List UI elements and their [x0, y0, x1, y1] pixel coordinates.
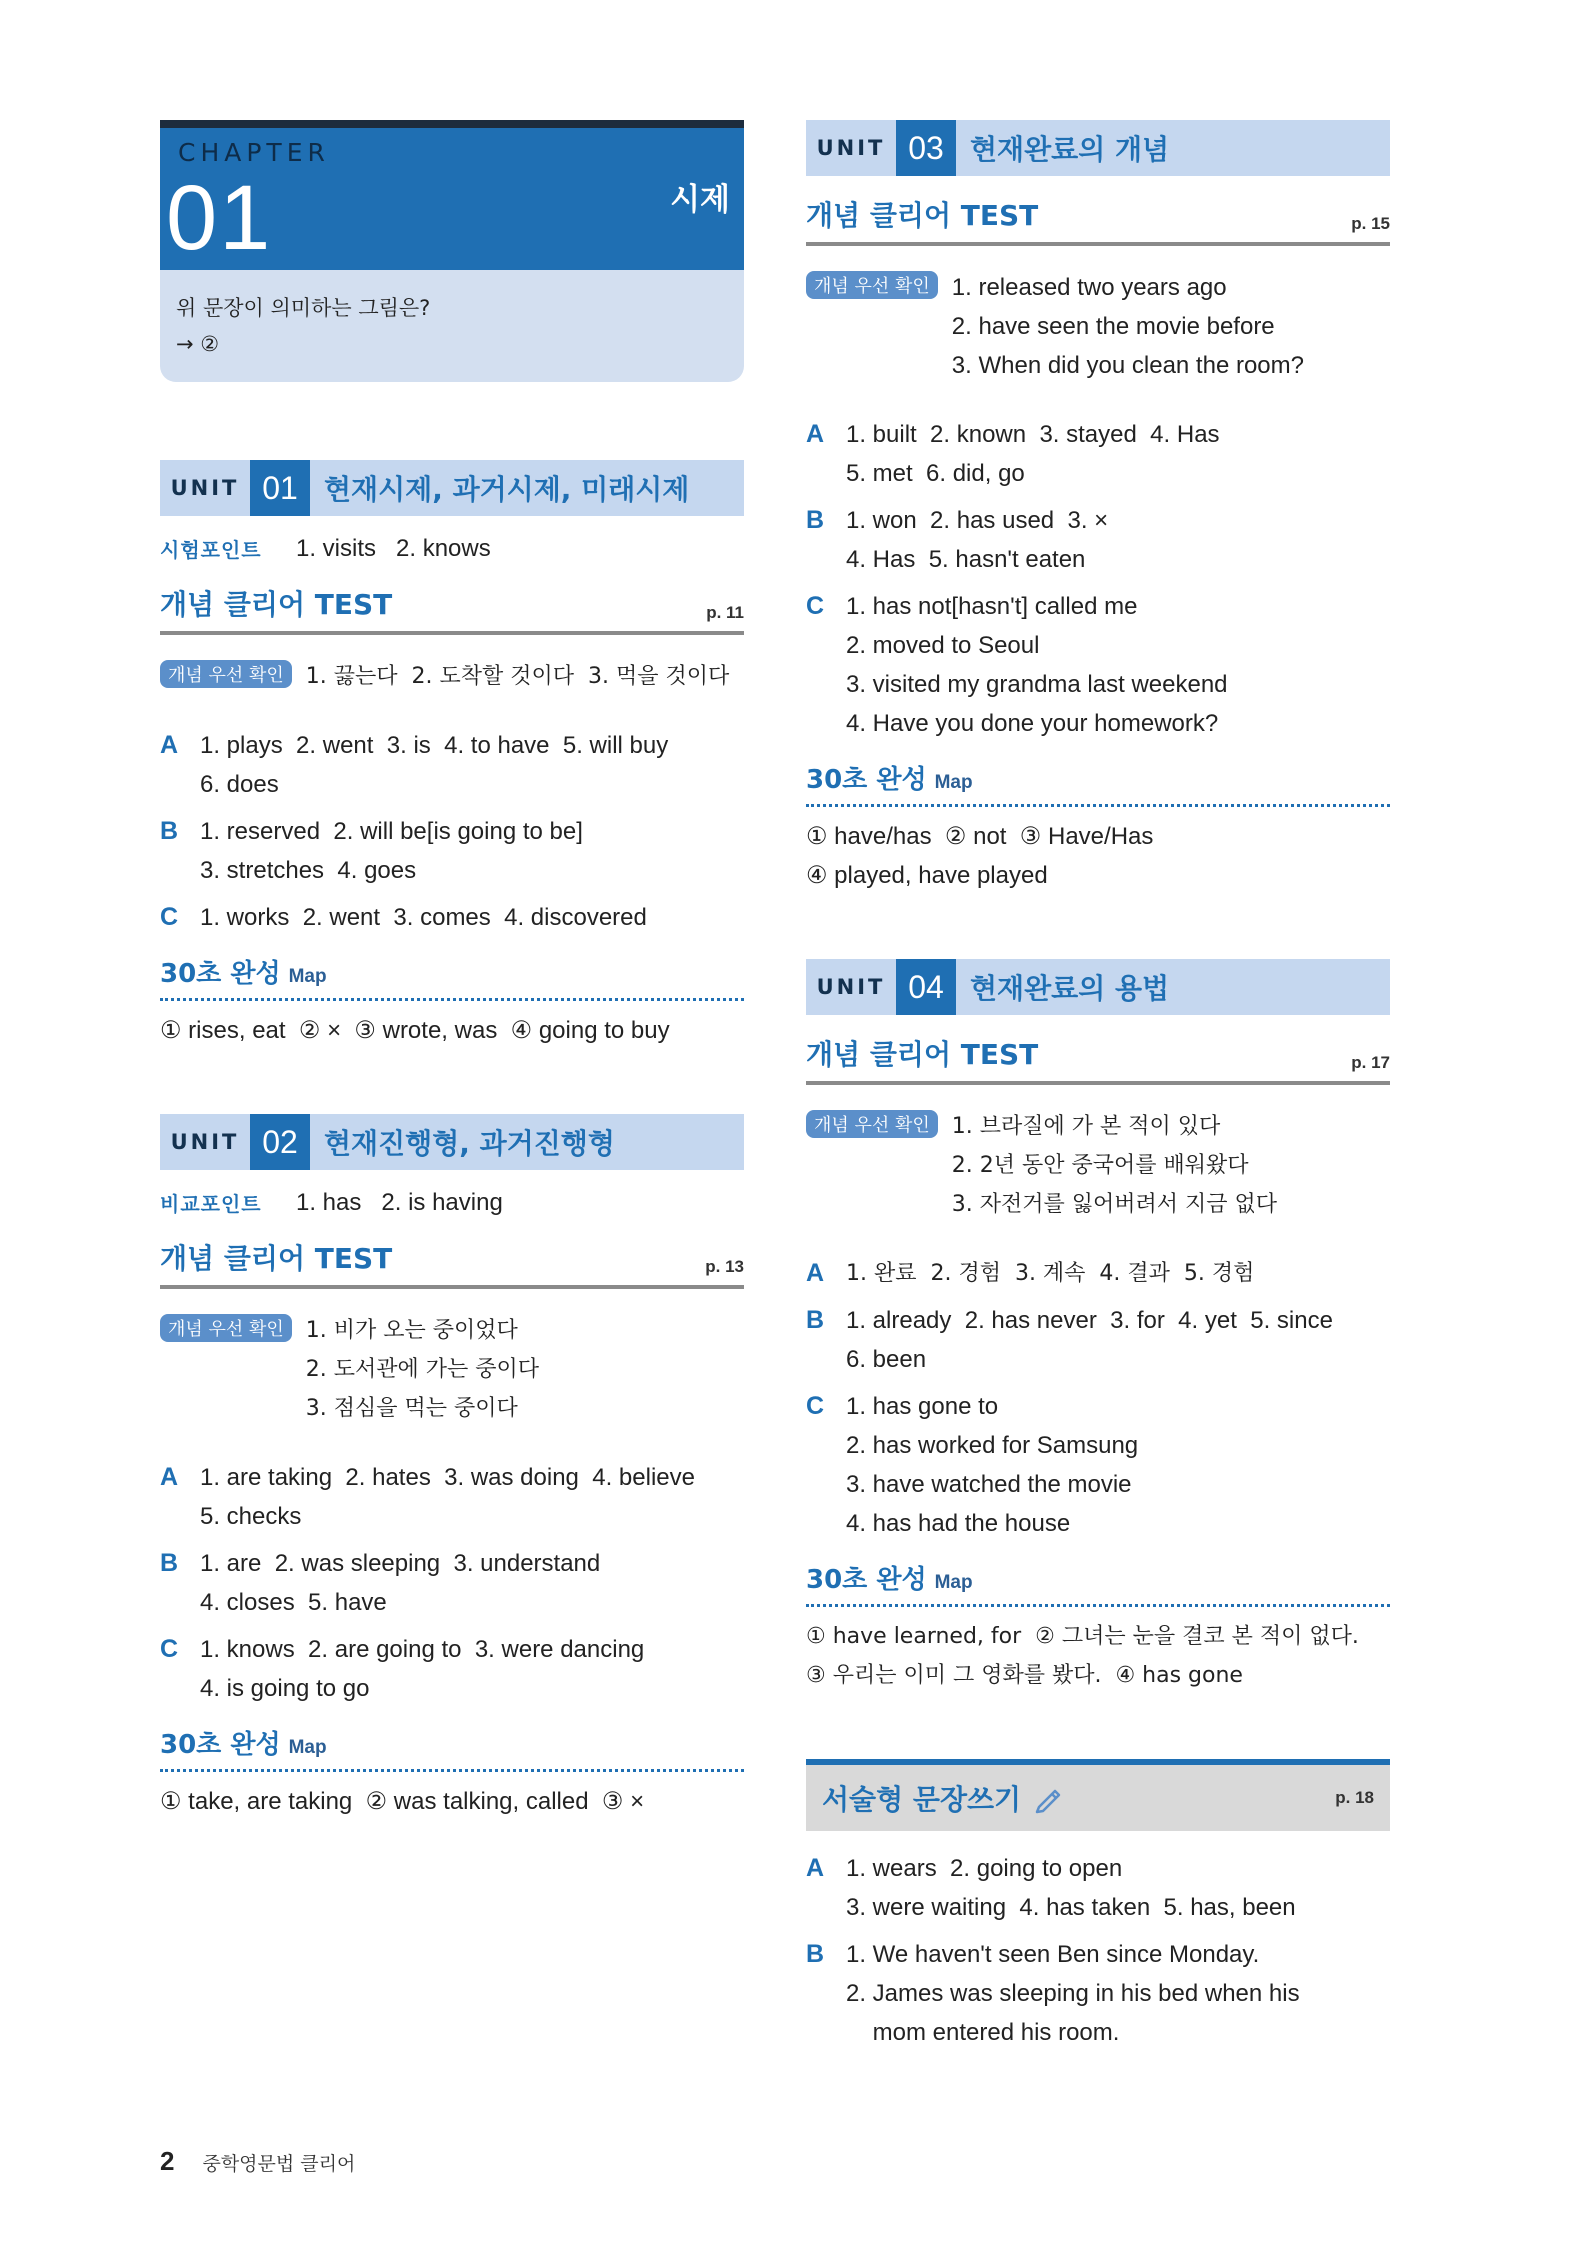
answer-lines [846, 587, 1228, 743]
answer-line: 1. wears 2. going to open [846, 1855, 1123, 1882]
map-line: ① have/has ② not ③ Have/Has [806, 823, 1154, 850]
map-answers [806, 817, 1390, 895]
concept-check-answers [952, 1107, 1277, 1224]
concept-check [806, 1107, 1390, 1224]
answer-line: 1. are taking 2. hates 3. was doing 4. believe [200, 1464, 695, 1491]
map-word: Map [934, 1572, 973, 1593]
test-title: 개념 클리어 TEST [160, 1242, 393, 1275]
answer-line: 1. We haven't seen Ben since Monday. [846, 1941, 1260, 1968]
chapter-label: CHAPTER [178, 138, 330, 167]
answer-letter: B [806, 506, 825, 534]
answer-c [806, 1387, 1390, 1543]
map-header [806, 759, 1390, 807]
answer-letter: B [160, 1549, 179, 1577]
answer-lines [200, 812, 583, 890]
test-title: 개념 클리어 TEST [806, 199, 1039, 232]
map-answers [806, 1617, 1390, 1695]
test-page: p. 17 [1351, 1053, 1390, 1072]
answer-line: 4. Have you done your homework? [846, 710, 1219, 737]
concept-check-answers [306, 1311, 539, 1428]
answer-letter: C [806, 1392, 825, 1420]
check-line: 1. 끓는다 2. 도착할 것이다 3. 먹을 것이다 [305, 664, 730, 689]
answer-lines [846, 1935, 1300, 2052]
answer-letter: C [806, 592, 825, 620]
answer-line: 1. plays 2. went 3. is 4. to have 5. will buy [200, 732, 669, 759]
concept-check [160, 1311, 744, 1428]
map-header [160, 1724, 744, 1772]
point-label: 시험포인트 [160, 538, 262, 562]
test-page: p. 15 [1351, 214, 1390, 233]
writing-answer-a [806, 1849, 1390, 1927]
answer-c [160, 1630, 744, 1708]
page-footer [160, 2146, 355, 2177]
unit-label: UNIT [806, 120, 896, 176]
unit-label: UNIT [160, 460, 250, 516]
answer-line: 1. won 2. has used 3. × [846, 507, 1109, 534]
answer-line: 3. were waiting 4. has taken 5. has, been [846, 1894, 1296, 1921]
answer-letter: B [806, 1306, 825, 1334]
answer-letter: B [160, 817, 179, 845]
check-line: 2. have seen the movie before [951, 313, 1275, 340]
map-word: Map [934, 772, 973, 793]
answer-lines [200, 1458, 695, 1536]
unit-title: 현재완료의 용법 [970, 972, 1170, 1005]
map-word: Map [288, 966, 327, 987]
answer-line: 1. already 2. has never 3. for 4. yet 5. since [846, 1307, 1333, 1334]
answer-letter: C [160, 903, 179, 931]
map-answers [160, 1011, 744, 1050]
answer-letter: A [806, 1854, 825, 1882]
unit-02-header [160, 1114, 744, 1170]
right-column [806, 120, 1390, 2060]
concept-check-answers [952, 268, 1304, 385]
answer-lines [200, 1630, 644, 1708]
check-line: 1. 비가 오는 중이었다 [305, 1318, 518, 1343]
answer-b [160, 1544, 744, 1622]
book-title: 중학영문법 클리어 [202, 2153, 356, 2175]
check-line: 2. 도서관에 가는 중이다 [305, 1357, 540, 1382]
answer-letter: B [806, 1940, 825, 1968]
point-label: 비교포인트 [160, 1192, 262, 1216]
unit-title: 현재시제, 과거시제, 미래시제 [324, 473, 690, 506]
check-line: 3. 자전거를 잃어버려서 지금 없다 [951, 1192, 1278, 1217]
compare-point [160, 1188, 744, 1217]
answer-line: 4. is going to go [200, 1675, 370, 1702]
answer-line: 1. 완료 2. 경험 3. 계속 4. 결과 5. 경험 [846, 1261, 1255, 1286]
answer-line: 1. works 2. went 3. comes 4. discovered [200, 904, 647, 931]
answer-line: 6. been [846, 1346, 927, 1373]
answer-b [160, 812, 744, 890]
unit-number: 03 [896, 120, 956, 176]
chapter-header [160, 120, 744, 270]
answer-line: 1. built 2. known 3. stayed 4. Has [846, 421, 1220, 448]
answer-line: 5. checks [200, 1503, 302, 1530]
check-line: 2. 2년 동안 중국어를 배워왔다 [951, 1153, 1249, 1178]
chapter-title: 시제 [670, 182, 730, 218]
answer-line: mom entered his room. [846, 2019, 1120, 2046]
point-answer: 1. visits 2. knows [296, 534, 491, 562]
unit-01-header [160, 460, 744, 516]
map-line: ① have learned, for ② 그녀는 눈을 결코 본 적이 없다. [806, 1624, 1359, 1649]
answer-lines [846, 501, 1108, 579]
concept-check-badge: 개념 우선 확인 [806, 1110, 938, 1138]
page-number: 2 [160, 2146, 175, 2176]
answer-line: 1. are 2. was sleeping 3. understand [200, 1550, 601, 1577]
concept-check-badge: 개념 우선 확인 [160, 1314, 292, 1342]
check-line: 3. When did you clean the room? [951, 352, 1304, 379]
answer-a [806, 415, 1390, 493]
test-page: p. 13 [705, 1257, 744, 1276]
unit-03-header [806, 120, 1390, 176]
check-line: 3. 점심을 먹는 중이다 [305, 1396, 518, 1421]
map-header [160, 953, 744, 1001]
test-header [160, 583, 744, 635]
test-header [160, 1237, 744, 1289]
unit-number: 02 [250, 1114, 310, 1170]
answer-line: 4. Has 5. hasn't eaten [846, 546, 1086, 573]
test-page: p. 11 [706, 603, 744, 622]
concept-check-badge: 개념 우선 확인 [806, 271, 938, 299]
exam-point [160, 534, 744, 563]
chapter-answer: → ② [176, 332, 220, 356]
point-answer: 1. has 2. is having [296, 1188, 503, 1216]
answer-a [160, 1458, 744, 1536]
writing-header [806, 1759, 1390, 1831]
answer-letter: A [160, 731, 179, 759]
map-answers [160, 1782, 744, 1821]
answer-line: 2. moved to Seoul [846, 632, 1040, 659]
map-line: ④ played, have played [806, 862, 1048, 889]
answer-line: 1. knows 2. are going to 3. were dancing [200, 1636, 645, 1663]
answer-line: 3. visited my grandma last weekend [846, 671, 1228, 698]
map-line: ① take, are taking ② was talking, called ③ × [160, 1788, 645, 1815]
concept-check [806, 268, 1390, 385]
map-label: 30초 완성 [160, 1730, 281, 1760]
writing-title: 서술형 문장쓰기 [822, 1783, 1022, 1816]
chapter-question: 위 문장이 의미하는 그림은? [176, 296, 431, 320]
check-line: 1. 브라질에 가 본 적이 있다 [951, 1114, 1221, 1139]
answer-line: 1. has not[hasn't] called me [846, 593, 1138, 620]
answer-lines [846, 1387, 1138, 1543]
concept-check-badge: 개념 우선 확인 [160, 660, 292, 688]
answer-b [806, 1301, 1390, 1379]
map-label: 30초 완성 [806, 1565, 927, 1595]
answer-line: 4. has had the house [846, 1510, 1071, 1537]
unit-number: 04 [896, 959, 956, 1015]
map-label: 30초 완성 [160, 959, 281, 989]
answer-lines [846, 1301, 1333, 1379]
answer-line: 1. reserved 2. will be[is going to be] [200, 818, 583, 845]
writing-answer-b [806, 1935, 1390, 2052]
pencil-icon [1031, 1781, 1065, 1815]
answer-lines [846, 1254, 1254, 1293]
answer-lines [846, 1849, 1296, 1927]
chapter-number: 01 [166, 167, 273, 269]
answer-letter: A [160, 1463, 179, 1491]
answer-line: 3. have watched the movie [846, 1471, 1132, 1498]
left-column [160, 120, 744, 1821]
test-title: 개념 클리어 TEST [806, 1038, 1039, 1071]
answer-line: 4. closes 5. have [200, 1589, 387, 1616]
answer-a [160, 726, 744, 804]
answer-b [806, 501, 1390, 579]
answer-letter: A [806, 1259, 825, 1287]
concept-check [160, 657, 744, 696]
unit-04-header [806, 959, 1390, 1015]
map-line: ① rises, eat ② × ③ wrote, was ④ going to buy [160, 1017, 670, 1044]
map-header [806, 1559, 1390, 1607]
answer-line: 6. does [200, 771, 279, 798]
answer-lines [846, 415, 1220, 493]
map-label: 30초 완성 [806, 765, 927, 795]
map-line: ③ 우리는 이미 그 영화를 봤다. ④ has gone [806, 1663, 1243, 1688]
answer-a [806, 1254, 1390, 1293]
answer-lines [200, 1544, 600, 1622]
answer-line: 5. met 6. did, go [846, 460, 1025, 487]
answer-c [806, 587, 1390, 743]
answer-line: 3. stretches 4. goes [200, 857, 417, 884]
test-header [806, 194, 1390, 246]
answer-line: 2. has worked for Samsung [846, 1432, 1139, 1459]
answer-letter: A [806, 420, 825, 448]
answer-lines [200, 726, 668, 804]
answer-c [160, 898, 744, 937]
test-title: 개념 클리어 TEST [160, 588, 393, 621]
answer-letter: C [160, 1635, 179, 1663]
check-line: 1. released two years ago [951, 274, 1227, 301]
map-word: Map [288, 1737, 327, 1758]
chapter-box [160, 120, 744, 382]
writing-page: p. 18 [1335, 1788, 1374, 1807]
unit-label: UNIT [160, 1114, 250, 1170]
unit-number: 01 [250, 460, 310, 516]
concept-check-answers [306, 657, 729, 696]
test-header [806, 1033, 1390, 1085]
unit-title: 현재진행형, 과거진행형 [324, 1127, 615, 1160]
writing-title-wrap [822, 1778, 1065, 1818]
answer-lines [200, 898, 647, 937]
answer-line: 2. James was sleeping in his bed when his [846, 1980, 1300, 2007]
answer-line: 1. has gone to [846, 1393, 999, 1420]
unit-title: 현재완료의 개념 [970, 133, 1170, 166]
unit-label: UNIT [806, 959, 896, 1015]
